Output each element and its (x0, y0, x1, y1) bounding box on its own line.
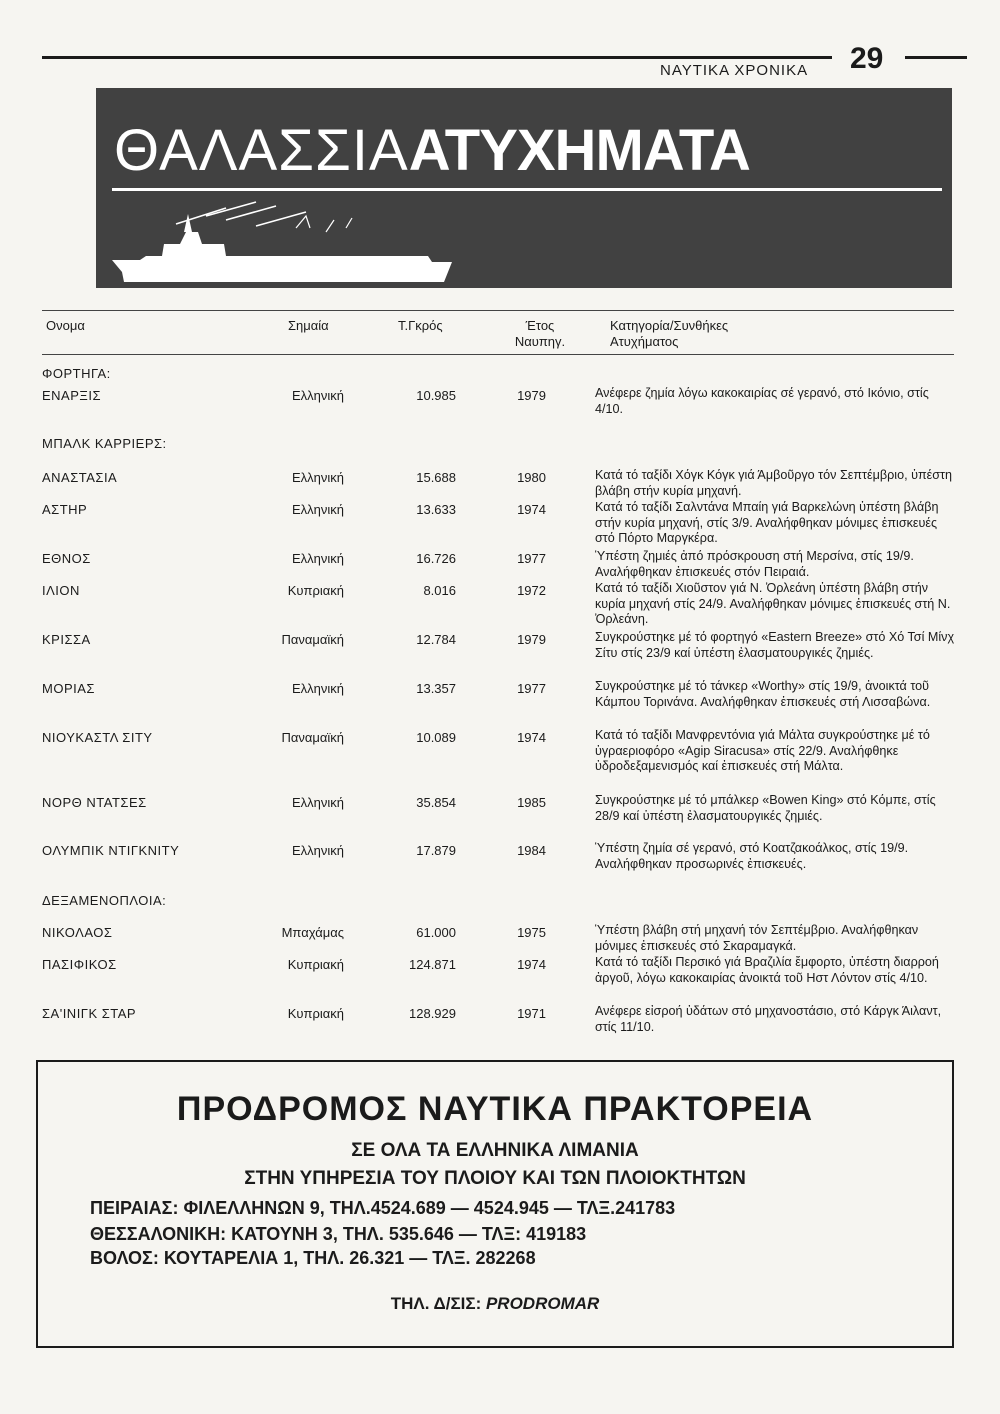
banner-title-bold: ΑΤΥΧΗΜΑΤΑ (408, 118, 750, 183)
ship-year: 1972 (517, 583, 546, 598)
ship-tonnage: 10.985 (416, 388, 456, 403)
ship-name: ΜΟΡΙΑΣ (42, 681, 95, 696)
ship-flag: Ελληνική (291, 681, 344, 696)
ship-year: 1977 (517, 551, 546, 566)
ship-year: 1974 (517, 730, 546, 745)
ship-tonnage: 12.784 (416, 632, 456, 647)
ship-name: ΝΙΟΥΚΑΣΤΛ ΣΙΤΥ (42, 730, 153, 745)
ship-flag: Ελληνική (291, 388, 344, 403)
accident-description: Κατά τό ταξίδι Περσικό γιά Βραζιλία ἔμφορτο, ὑπέστη διαρροή ἀργοῦ, λόγω κακοκαιρίας ἀνοικτά τοῦ Ηστ Λόντον στίς 4/10. (595, 955, 939, 985)
ad-title: ΠΡΟΔΡΟΜΟΣ ΝΑΥΤΙΚΑ ΠΡΑΚΤΟΡΕΙΑ (176, 1090, 814, 1128)
ship-tonnage: 10.089 (416, 730, 456, 745)
accident-description: Κατά τό ταξίδι Σαλντάνα Μπαίη γιά Βαρκελώνη ὑπέστη βλάβη στήν κυρία μηχανή, στίς 3/9. Αναλήφθηκαν μόνιμες ἐπισκευές στό Πόρτο Μαργκέρα. (595, 500, 939, 546)
col-header-category-2: Ατυχήματος (610, 334, 679, 349)
ship-name: ΝΟΡΘ ΝΤΑΤΣΕΣ (42, 795, 147, 810)
ship-flag: Ελληνική (291, 843, 344, 858)
ship-flag: Παναμαϊκή (281, 730, 344, 745)
magazine-name: ΝΑΥΤΙΚΑ ΧΡΟΝΙΚΑ (660, 62, 809, 79)
ad-telegraph-label: ΤΗΛ. Δ/ΣΙΣ: (390, 1294, 482, 1313)
ship-year: 1984 (517, 843, 546, 858)
accident-description: Ανέφερε εἰσροή ὑδάτων στό μηχανοστάσιο, στό Κάργκ Άιλαντ, στίς 11/10. (595, 1004, 942, 1034)
ship-tonnage: 35.854 (416, 795, 456, 810)
ship-name: ΚΡΙΣΣΑ (42, 632, 91, 647)
header-rule-left (42, 56, 832, 59)
ship-tonnage: 17.879 (416, 843, 456, 858)
ship-year: 1971 (517, 1006, 546, 1021)
accident-description: Συγκρούστηκε μέ τό τάνκερ «Worthy» στίς 19/9, ἀνοικτά τοῦ Κάμπου Τοριvάνα. Αναλήφθηκαν ἐπισκευές στή Λισσαβώνα. (595, 679, 931, 709)
ship-year: 1985 (517, 795, 546, 810)
title-banner (96, 88, 952, 288)
ship-name: ΝΙΚΟΛΑΟΣ (42, 925, 113, 940)
ship-flag: Παναμαϊκή (281, 632, 344, 647)
ship-flag: Ελληνική (291, 551, 344, 566)
ship-tonnage: 61.000 (416, 925, 456, 940)
ship-tonnage: 128.929 (409, 1006, 456, 1021)
ship-flag: Κυπριακή (287, 957, 344, 972)
table-rule-top (42, 310, 954, 311)
section-cargo: ΦΟΡΤΗΓΑ: (42, 366, 111, 381)
ship-flag: Κυπριακή (287, 1006, 344, 1021)
ship-tonnage: 13.357 (416, 681, 456, 696)
ship-name: ΠΑΣΙΦΙΚΟΣ (42, 957, 117, 972)
accident-description: Κατά τό ταξίδι Χιοῦστον γιά Ν. Ὀρλεάνη ὑπέστη βλάβη στήν κυρία μηχανή στίς 24/9. Αναλήφθηκαν μόνιμες ἐπισκευές στή Ν. Ὀρλεάνη. (595, 581, 951, 627)
ship-tonnage: 15.688 (416, 470, 456, 485)
ship-tonnage: 16.726 (416, 551, 456, 566)
page-number: 29 (850, 42, 884, 75)
ship-flag: Ελληνική (291, 470, 344, 485)
banner-title-light: ΘΑΛΑΣΣΙΑ (114, 118, 409, 183)
ship-silhouette-icon (106, 198, 466, 288)
ship-tonnage: 124.871 (409, 957, 456, 972)
accident-description: Ὑπέστη ζημιές ἀπό πρόσκρουση στή Μερσίνα, στίς 19/9. Αναλήφθηκαν ἐπισκευές στόν Πειραιά. (595, 549, 914, 579)
accident-description: Ὑπέστη ζημία σέ γερανό, στό Κοατζακοάλκος, στίς 19/9. Αναλήφθηκαν προσωρινές ἐπισκευές. (595, 841, 909, 871)
col-header-flag: Σημαία (288, 318, 329, 333)
ad-telegraph-value: PRODROMAR (485, 1294, 600, 1313)
ship-flag: Μπαχάμας (281, 925, 344, 940)
ship-name: ΣΑ'ΙΝΙΓΚ ΣΤΑΡ (42, 1006, 137, 1021)
ship-year: 1975 (517, 925, 546, 940)
col-header-name: Ονομα (46, 318, 85, 333)
ship-year: 1979 (517, 632, 546, 647)
section-bulk: ΜΠΑΛΚ ΚΑΡΡΙΕΡΣ: (42, 436, 167, 451)
table-rule-header (42, 354, 954, 355)
banner-title (114, 118, 750, 183)
col-header-tonnage: Τ.Γκρός (398, 318, 443, 333)
accident-description: Συγκρούστηκε μέ τό μπάλκερ «Bowen King» στό Κόμπε, στίς 28/9 καί ὑπέστη ἐλασματουργικές ζημιές. (595, 793, 936, 823)
col-header-category-1: Κατηγορία/Συνθήκες (610, 318, 729, 333)
ship-year: 1980 (517, 470, 546, 485)
ship-name: ΟΛΥΜΠΙΚ ΝΤΙΓΚΝΙΤΥ (42, 843, 180, 858)
ship-flag: Ελληνική (291, 795, 344, 810)
ship-flag: Κυπριακή (287, 583, 344, 598)
ship-name: ΑΣΤΗΡ (42, 502, 88, 517)
ad-address-thessaloniki: ΘΕΣΣΑΛΟΝΙΚΗ: ΚΑΤΟΥΝΗ 3, ΤΗΛ. 535.646 — ΤΛΞ: 419183 (90, 1224, 587, 1244)
ship-tonnage: 13.633 (416, 502, 456, 517)
ship-year: 1974 (517, 957, 546, 972)
ship-name: ΕΘΝΟΣ (42, 551, 91, 566)
ad-line-ports: ΣΕ ΟΛΑ ΤΑ ΕΛΛΗΝΙΚΑ ΛΙΜΑΝΙΑ (351, 1140, 639, 1161)
ship-name: ΕΝΑΡΞΙΣ (42, 388, 101, 403)
ad-address-volos: ΒΟΛΟΣ: ΚΟΥΤΑΡΕΛΙΑ 1, ΤΗΛ. 26.321 — ΤΛΞ. 282268 (90, 1248, 536, 1268)
ad-address-piraeus: ΠΕΙΡΑΙΑΣ: ΦΙΛΕΛΛΗΝΩΝ 9, ΤΗΛ.4524.689 — 4524.945 — ΤΛΞ.241783 (90, 1198, 676, 1218)
ship-year: 1977 (517, 681, 546, 696)
accident-description: Ανέφερε ζημία λόγω κακοκαιρίας σέ γερανό, στό Ικόνιο, στίς 4/10. (595, 386, 929, 416)
banner-rule (112, 188, 942, 191)
ship-year: 1974 (517, 502, 546, 517)
col-header-year-1: Έτος (525, 318, 555, 333)
advertisement-box (36, 1060, 954, 1348)
col-header-year-2: Ναυπηγ. (514, 334, 566, 349)
ad-line-service: ΣΤΗΝ ΥΠΗΡΕΣΙΑ ΤΟΥ ΠΛΟΙΟΥ ΚΑΙ ΤΩΝ ΠΛΟΙΟΚΤΗΤΩΝ (244, 1168, 746, 1189)
ship-name: ΙΛΙΟΝ (42, 583, 80, 598)
accident-description: Συγκρούστηκε μέ τό φορτηγό «Eastern Breeze» στό Χό Τσί Μίνχ Σίτυ στίς 23/9 καί ὑπέστη ἐλασματουργικές ζημιές. (595, 630, 955, 660)
ship-year: 1979 (517, 388, 546, 403)
accident-description: Κατά τό ταξίδι Μανφρεντόνια γιά Μάλτα συγκρούστηκε μέ τό ὑγραεριοφόρο «Agip Siracusa» στίς 22/9. Αναλήφθηκε ὑδροδεξαμενισμός καί ἐπισκευές στή Μάλτα. (595, 728, 930, 774)
ad-telegraph (38, 1294, 952, 1314)
accident-description: Ὑπέστη βλάβη στή μηχανή τόν Σεπτέμβριο. Αναλήφθηκαν μόνιμες ἐπισκευές στό Σκαραμαγκά. (595, 923, 919, 953)
header-rule-right (905, 56, 967, 59)
ship-flag: Ελληνική (291, 502, 344, 517)
section-tankers: ΔΕΞΑΜΕΝΟΠΛΟΙΑ: (42, 893, 167, 908)
accident-description: Κατά τό ταξίδι Χόγκ Κόγκ γιά Άμβοῦργο τόν Σεπτέμβριο, ὑπέστη βλάβη στήν κυρία μηχανή. (595, 468, 953, 498)
ship-name: ΑΝΑΣΤΑΣΙΑ (42, 470, 118, 485)
ship-tonnage: 8.016 (423, 583, 456, 598)
